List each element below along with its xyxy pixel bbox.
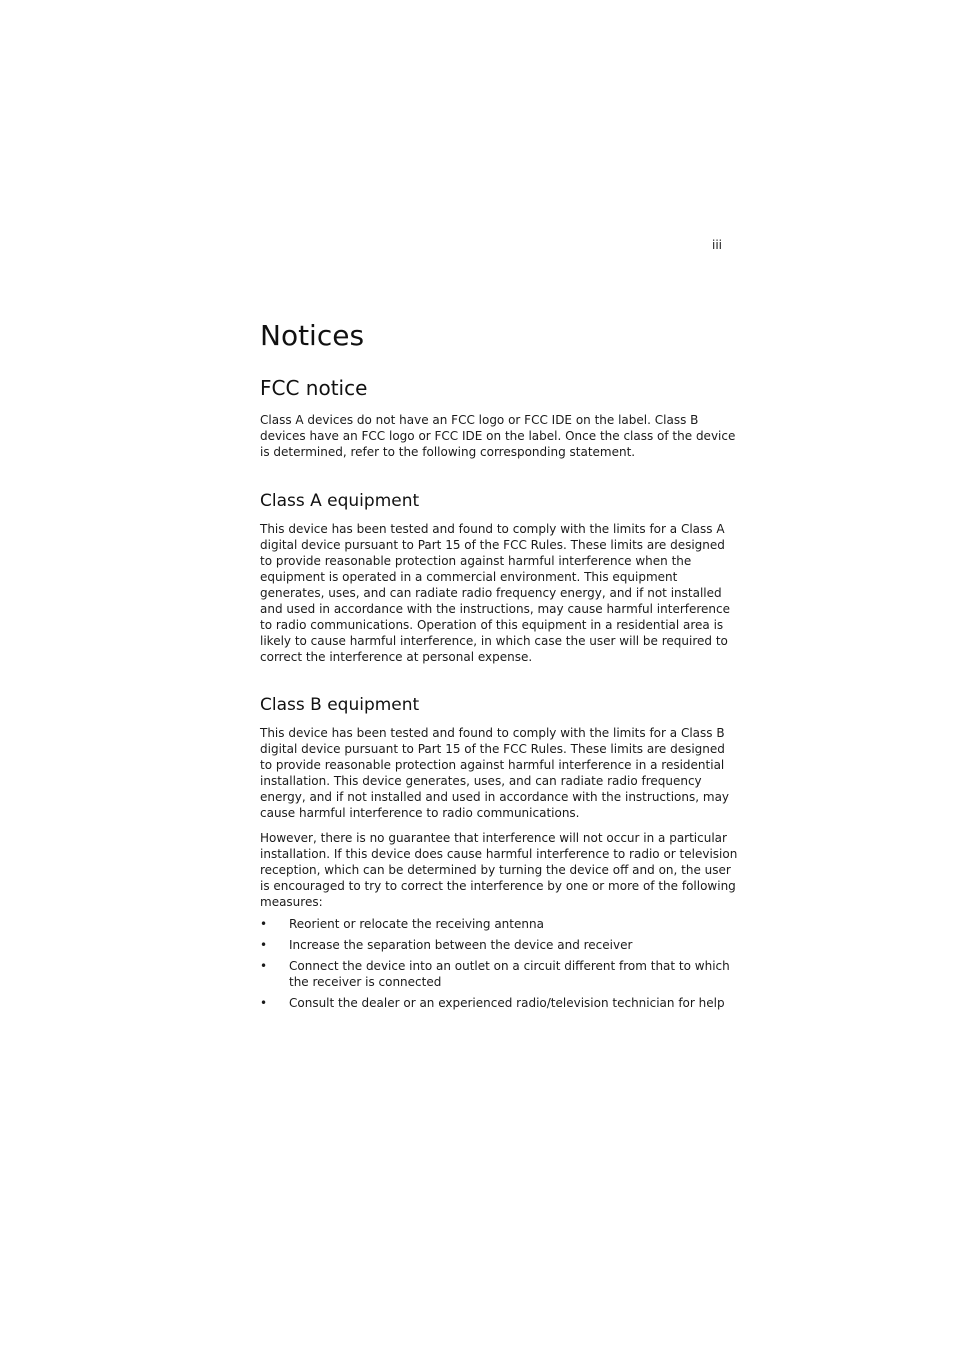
fcc-notice-heading: FCC notice	[260, 376, 368, 400]
bullet-icon: •	[260, 996, 268, 1010]
list-item-text: Connect the device into an outlet on a circuit different from that to which the receiver is connected	[289, 959, 730, 989]
bullet-icon: •	[260, 917, 268, 931]
list-item	[260, 958, 738, 990]
document-body	[260, 318, 738, 1016]
bullet-icon: •	[260, 938, 268, 952]
fcc-notice-intro: Class A devices do not have an FCC logo or FCC IDE on the label. Class B devices have an FCC logo or FCC IDE on the label. Once the class of the device is determined, refer to the following corresponding statement.	[260, 413, 736, 459]
page-number: iii	[711, 238, 722, 252]
list-item	[260, 995, 738, 1011]
list-item-text: Consult the dealer or an experienced radio/television technician for help	[289, 996, 725, 1010]
class-b-text: This device has been tested and found to comply with the limits for a Class B digital device pursuant to Part 15 of the FCC Rules. These limits are designed to provide reasonable protection against harmful interference in a residential installation. This device generates, uses, and can radiate radio frequency energy, and if not installed and used in accordance with the instructions, may cause harmful interference to radio communications.	[260, 726, 730, 820]
class-a-text: This device has been tested and found to comply with the limits for a Class A digital device pursuant to Part 15 of the FCC Rules. These limits are designed to provide reasonable protection against harmful interference when the equipment is operated in a commercial environment. This equipment generates, uses, and can radiate radio frequency energy, and if not installed and used in accordance with the instructions, may cause harmful interference to radio communications. Operation of this equipment in a residential area is likely to cause harmful interference, in which case the user will be required to correct the interference at personal expense.	[260, 522, 731, 664]
class-b-heading: Class B equipment	[260, 695, 420, 715]
page-title: Notices	[260, 319, 365, 352]
list-item	[260, 916, 738, 932]
list-item-text: Reorient or relocate the receiving antenna	[289, 917, 544, 931]
measures-list	[260, 916, 738, 1011]
list-item	[260, 937, 738, 953]
class-b-guarantee-text: However, there is no guarantee that interference will not occur in a particular installation. If this device does cause harmful interference to radio or television reception, which can be determined by turning the device off and on, the user is encouraged to try to correct the interference by one or more of the following measures:	[260, 831, 738, 909]
class-a-heading: Class A equipment	[260, 491, 420, 511]
bullet-icon: •	[260, 959, 268, 973]
list-item-text: Increase the separation between the device and receiver	[289, 938, 633, 952]
